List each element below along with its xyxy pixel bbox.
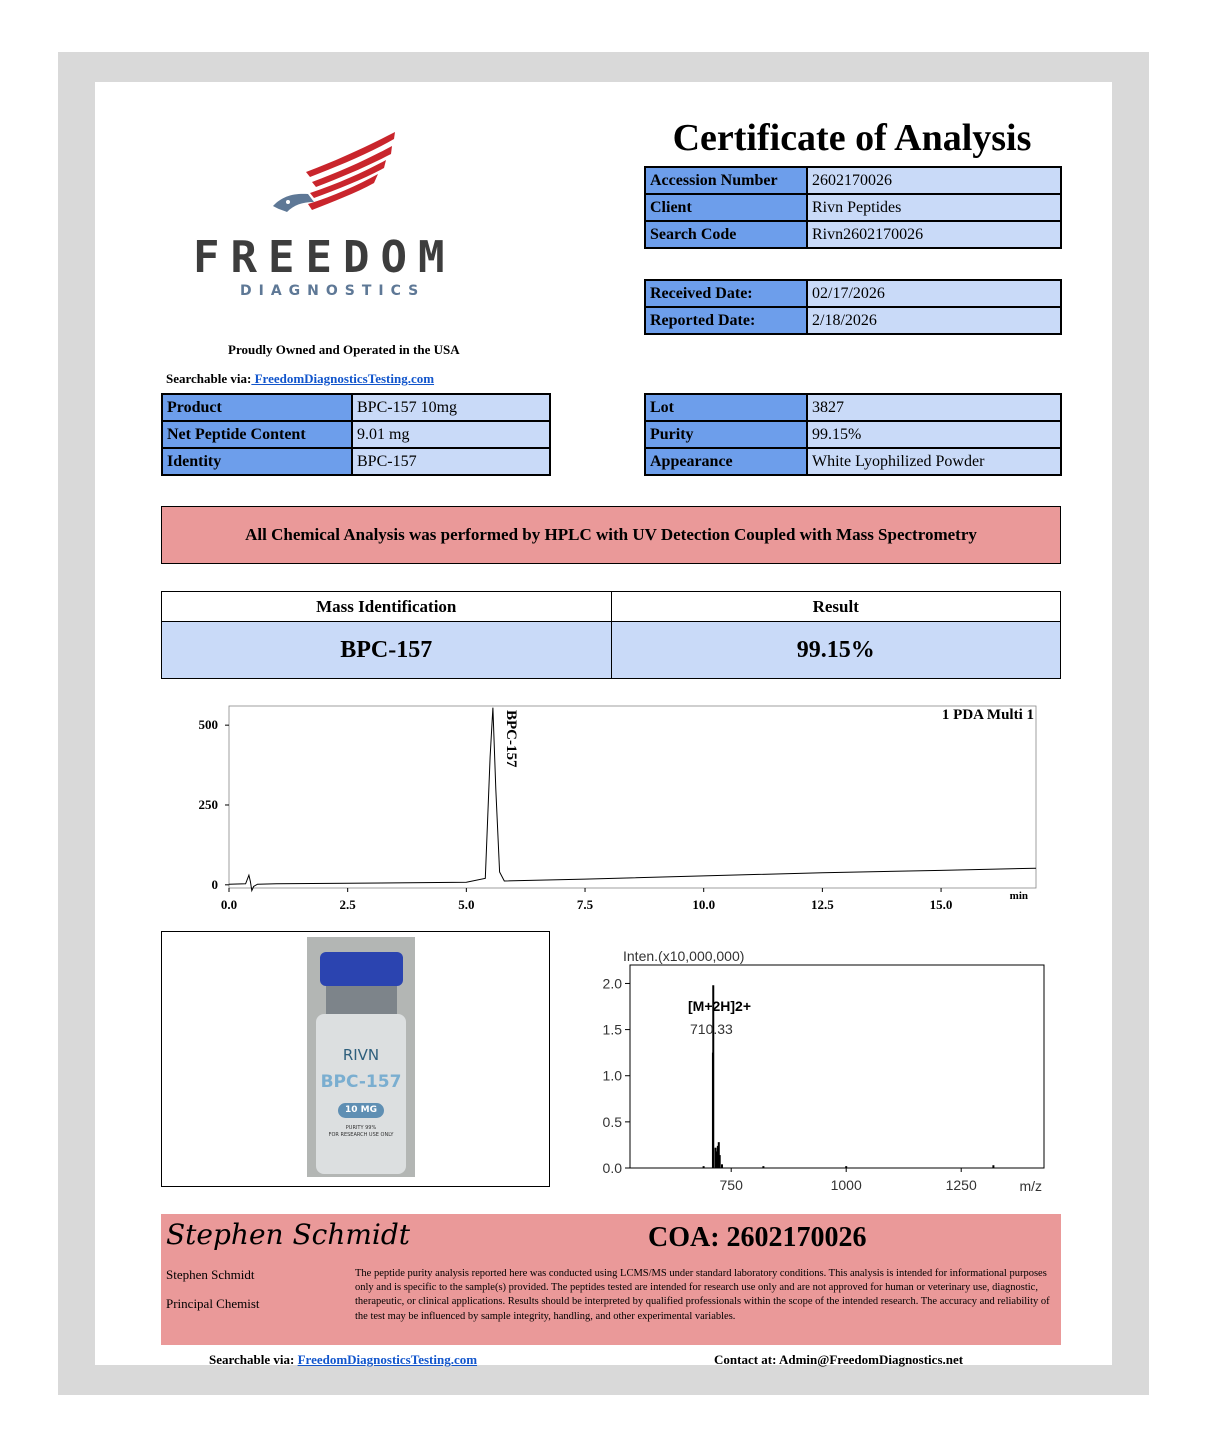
reported-value: 2/18/2026 bbox=[807, 307, 1061, 334]
y-tick-label: 1.0 bbox=[602, 1067, 622, 1084]
mass-identification-header: Mass Identification bbox=[162, 592, 612, 622]
x-tick-label: 750 bbox=[719, 1177, 743, 1193]
x-tick-label: 1000 bbox=[830, 1177, 862, 1193]
hplc-chromatogram bbox=[160, 700, 1060, 920]
appearance-value: White Lyophilized Powder bbox=[807, 448, 1061, 475]
accession-table bbox=[644, 166, 1062, 249]
y-tick-label: 0.0 bbox=[602, 1160, 622, 1176]
eagle-flag-logo-icon bbox=[268, 130, 398, 220]
x-tick-label: 10.0 bbox=[692, 897, 716, 912]
received-label: Received Date: bbox=[645, 280, 807, 307]
page-title: Certificate of Analysis bbox=[672, 117, 1032, 159]
vial-neck bbox=[326, 986, 397, 1016]
appearance-label: Appearance bbox=[645, 448, 807, 475]
vial-purity: PURITY 99% bbox=[345, 1125, 377, 1131]
y-axis-label: Inten.(x10,000,000) bbox=[623, 948, 745, 964]
purity-label: Purity bbox=[645, 421, 807, 448]
x-tick-label: 15.0 bbox=[929, 897, 953, 912]
product-value: BPC-157 10mg bbox=[352, 394, 550, 421]
method-banner-text: All Chemical Analysis was performed by HPLC with UV Detection Coupled with Mass Spectrometry bbox=[245, 525, 977, 544]
x-tick-label: 7.5 bbox=[576, 897, 594, 912]
x-axis-unit: m/z bbox=[1019, 1178, 1042, 1194]
x-tick-label: 12.5 bbox=[811, 897, 834, 912]
x-axis-unit: min bbox=[1009, 890, 1028, 902]
result-header: Result bbox=[611, 592, 1061, 622]
y-tick-label: 500 bbox=[198, 717, 218, 733]
signature: Stephen Schmidt bbox=[166, 1218, 411, 1251]
identity-value: BPC-157 bbox=[352, 448, 550, 475]
reported-label: Reported Date: bbox=[645, 307, 807, 334]
x-tick-label: 0.0 bbox=[220, 897, 238, 912]
mass-spectrum bbox=[560, 940, 1060, 1200]
vial-note: FOR RESEARCH USE ONLY bbox=[328, 1132, 394, 1138]
y-tick-label: 1.5 bbox=[602, 1021, 622, 1038]
vial-brand: RIVN bbox=[342, 1046, 380, 1064]
mass-identification-value: BPC-157 bbox=[162, 622, 612, 679]
vial-cap bbox=[320, 952, 403, 986]
x-tick-label: 5.0 bbox=[458, 897, 475, 912]
product-label: Product bbox=[162, 394, 352, 421]
footer-searchable-via bbox=[209, 1352, 477, 1368]
legend-label: 1 PDA Multi 1 bbox=[941, 707, 1034, 723]
brand-subtitle: DIAGNOSTICS bbox=[240, 283, 426, 299]
footer-website-link[interactable]: FreedomDiagnosticsTesting.com bbox=[297, 1352, 478, 1367]
peak-mz-label: 710.33 bbox=[690, 1021, 733, 1037]
accession-value: 2602170026 bbox=[807, 167, 1061, 194]
y-tick-label: 2.0 bbox=[602, 975, 622, 992]
received-value: 02/17/2026 bbox=[807, 280, 1061, 307]
dates-table bbox=[644, 279, 1062, 335]
content-label: Net Peptide Content bbox=[162, 421, 352, 448]
chemist-role: Principal Chemist bbox=[166, 1296, 260, 1311]
lot-table bbox=[644, 393, 1062, 476]
contact-email[interactable]: Contact at: Admin@FreedomDiagnostics.net bbox=[714, 1352, 964, 1367]
y-tick-label: 0 bbox=[211, 876, 218, 892]
chemist-name: Stephen Schmidt bbox=[166, 1267, 255, 1282]
searchable-via bbox=[166, 371, 434, 387]
content-value: 9.01 mg bbox=[352, 421, 550, 448]
peak-label: BPC-157 bbox=[502, 710, 519, 768]
search-code-label: Search Code bbox=[645, 221, 807, 248]
plot-frame bbox=[630, 965, 1044, 1168]
mass-identification-table bbox=[161, 591, 1061, 679]
y-tick-label: 0.5 bbox=[602, 1113, 622, 1130]
client-value: Rivn Peptides bbox=[807, 194, 1061, 221]
result-value: 99.15% bbox=[611, 622, 1061, 679]
plot-frame bbox=[229, 706, 1036, 888]
brand-name: FREEDOM bbox=[193, 232, 456, 283]
vial-body bbox=[316, 1014, 406, 1174]
y-tick-label: 250 bbox=[198, 796, 218, 812]
lot-value: 3827 bbox=[807, 394, 1061, 421]
peak-ion-label: [M+2H]2+ bbox=[688, 998, 752, 1014]
vial-product: BPC-157 bbox=[320, 1072, 402, 1092]
tagline: Proudly Owned and Operated in the USA bbox=[228, 342, 460, 357]
footer-searchable-label: Searchable via: bbox=[209, 1352, 295, 1367]
disclaimer: The peptide purity analysis reported here was conducted using LCMS/MS under standard laboratory conditions. This analysis is intended for informational purposes only and is specific to the sample(s) provided. The peptides tested are intended for research use only and are not approved for human or veterinary use, diagnostic, therapeutic, or clinical applications. Results should be interpreted by qualified professionals within the scope of the intended research. The accuracy and reliability of the test may be influenced by sample integrity, handling, and other experimental variables. bbox=[355, 1268, 1050, 1322]
method-banner bbox=[161, 506, 1061, 564]
website-link[interactable]: FreedomDiagnosticsTesting.com bbox=[251, 371, 435, 386]
chromatogram-trace bbox=[229, 708, 1036, 891]
purity-value: 99.15% bbox=[807, 421, 1061, 448]
identity-label: Identity bbox=[162, 448, 352, 475]
product-table bbox=[161, 393, 551, 476]
lot-label: Lot bbox=[645, 394, 807, 421]
searchable-label: Searchable via: bbox=[166, 371, 252, 386]
client-label: Client bbox=[645, 194, 807, 221]
accession-label: Accession Number bbox=[645, 167, 807, 194]
search-code-value: Rivn2602170026 bbox=[807, 221, 1061, 248]
x-tick-label: 1250 bbox=[945, 1177, 977, 1193]
vial-dose-badge: 10 MG bbox=[338, 1103, 384, 1118]
coa-number: COA: 2602170026 bbox=[648, 1222, 867, 1253]
x-tick-label: 2.5 bbox=[339, 897, 356, 912]
